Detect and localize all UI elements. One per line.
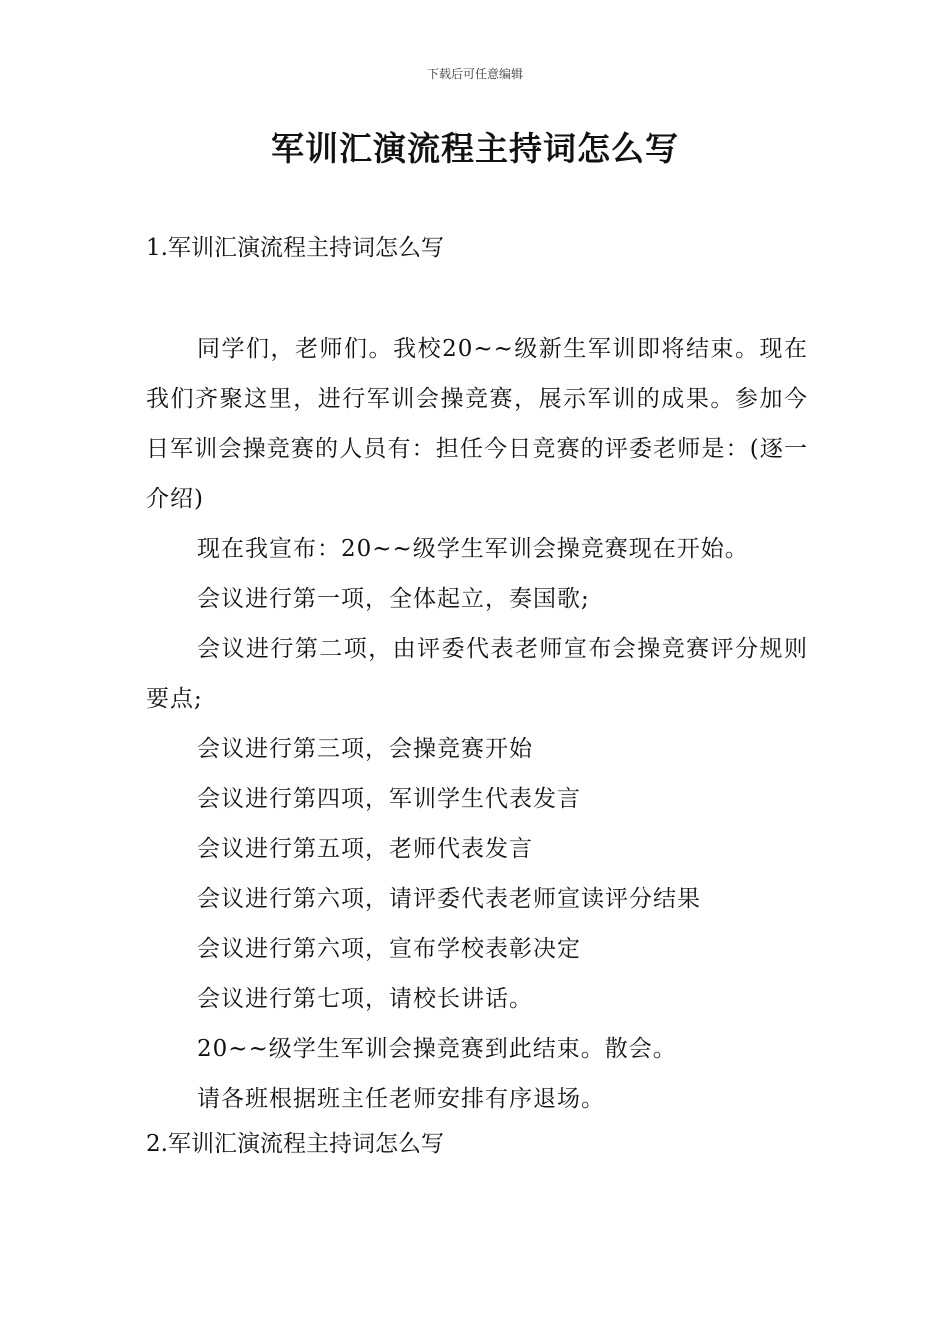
- paragraph-item-6: 会议进行第六项，请评委代表老师宣读评分结果: [197, 886, 701, 912]
- paragraph-dismissal: 请各班根据班主任老师安排有序退场。: [197, 1086, 605, 1112]
- paragraph-item-2: 会议进行第二项，由评委代表老师宣布会操竞赛评分规则要点;: [146, 636, 808, 712]
- paragraph-closing: 20~~级学生军训会操竞赛到此结束。散会。: [197, 1036, 677, 1062]
- paragraph-item-3: 会议进行第三项，会操竞赛开始: [197, 736, 533, 762]
- document-title: 军训汇演流程主持词怎么写: [271, 129, 679, 168]
- paragraph-announcement: 现在我宣布：20~~级学生军训会操竞赛现在开始。: [197, 536, 749, 562]
- paragraph-item-5: 会议进行第五项，老师代表发言: [197, 836, 533, 862]
- header-note: 下载后可任意编辑: [426, 67, 523, 81]
- section-1-body: [146, 324, 808, 1124]
- paragraph-item-1: 会议进行第一项，全体起立，奏国歌;: [197, 586, 590, 612]
- section-heading-2: 2.军训汇演流程主持词怎么写: [146, 1131, 444, 1157]
- paragraph-item-7: 会议进行第七项，请校长讲话。: [197, 986, 533, 1012]
- section-heading-1: 1.军训汇演流程主持词怎么写: [146, 235, 444, 261]
- paragraph-item-6b: 会议进行第六项，宣布学校表彰决定: [197, 936, 581, 962]
- paragraph-intro: 同学们，老师们。我校20~~级新生军训即将结束。现在我们齐聚这里，进行军训会操竞赛，展示军训的成果。参加今日军训会操竞赛的人员有：担任今日竞赛的评委老师是：(逐一介绍): [146, 336, 808, 512]
- paragraph-item-4: 会议进行第四项，军训学生代表发言: [197, 786, 581, 812]
